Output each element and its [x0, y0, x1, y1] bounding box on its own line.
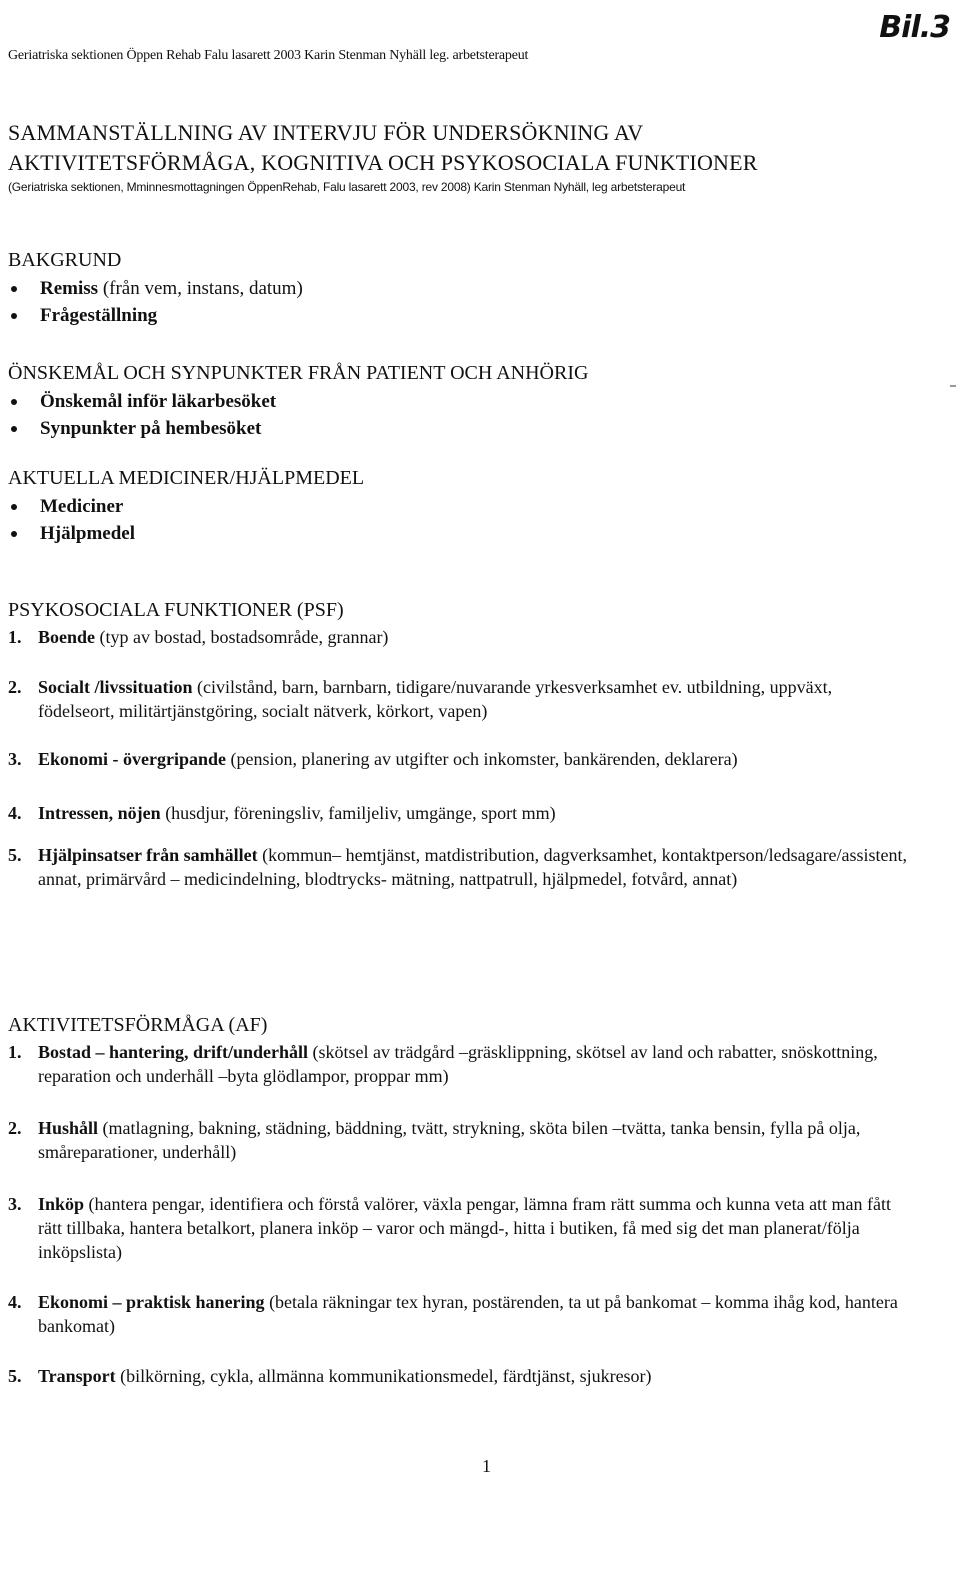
list-item: 5. Hjälpinsatser från samhället (kommun– hemtjänst, matdistribution, dagverksamhet, kontaktperson/ledsagare/assistent, annat, primärvård – medicindelning, blodtrycks- mätning, nattpatrull, hjälpmedel, fotvård, annat) — [8, 845, 908, 889]
bullet-item: Frågeställning — [8, 302, 908, 329]
list-item: 1. Bostad – hantering, drift/underhåll (skötsel av trädgård –gräsklippning, skötsel av land och rabatter, snöskottning, reparation och underhåll –byta glödlampor, proppar mm) — [8, 1042, 878, 1086]
bullet-item: Mediciner — [8, 493, 908, 520]
section-onskemal — [8, 360, 908, 442]
list-item: 4. Ekonomi – praktisk hanering (betala räkningar tex hyran, postärenden, ta ut på bankomat – komma ihåg kod, hantera bankomat) — [8, 1292, 898, 1336]
list-item: 2. Socialt /livssituation (civilstånd, barn, barnbarn, tidigare/nuvarande yrkesverksamhet ev. utbildning, uppväxt, födelseort, militärtjänstgöring, socialt nätverk, körkort, vapen) — [8, 677, 833, 721]
onskemal-list — [8, 388, 908, 442]
bullet-item: Hjälpmedel — [8, 520, 908, 547]
section-bakgrund — [8, 247, 908, 329]
bullet-item: Önskemål inför läkarbesöket — [8, 388, 908, 415]
af-list — [8, 1040, 908, 1388]
list-item: 3. Ekonomi - övergripande (pension, planering av utgifter och inkomster, bankärenden, deklarera) — [8, 749, 738, 769]
section-psf — [8, 597, 908, 891]
scan-artifact — [950, 385, 956, 387]
title-line-1: SAMMANSTÄLLNING AV INTERVJU FÖR UNDERSÖKNING AV — [8, 120, 644, 145]
list-item: 2. Hushåll (matlagning, bakning, städning, bäddning, tvätt, strykning, sköta bilen –tvätta, tanka bensin, fylla på olja, småreparationer, underhåll) — [8, 1118, 861, 1162]
title-line-2: AKTIVITETSFÖRMÅGA, KOGNITIVA OCH PSYKOSOCIALA FUNKTIONER — [8, 150, 758, 175]
section-heading-onskemal: ÖNSKEMÅL OCH SYNPUNKTER FRÅN PATIENT OCH ANHÖRIG — [8, 362, 589, 384]
document-subtitle: (Geriatriska sektionen, Mminnesmottagningen ÖppenRehab, Falu lasarett 2003, rev 2008) Karin Stenman Nyhäll, leg arbetsterapeut — [8, 180, 686, 194]
section-af — [8, 1012, 908, 1388]
attachment-mark: Bil.3 — [879, 10, 950, 45]
section-heading-af: AKTIVITETSFÖRMÅGA (AF) — [8, 1014, 268, 1036]
psf-list — [8, 625, 908, 891]
list-item: 5. Transport (bilkörning, cykla, allmänna kommunikationsmedel, färdtjänst, sjukresor) — [8, 1366, 652, 1386]
list-item: 1. Boende (typ av bostad, bostadsområde, grannar) — [8, 627, 389, 647]
section-heading-bakgrund: BAKGRUND — [8, 249, 122, 271]
page-number: 1 — [482, 1456, 491, 1476]
document-header: Geriatriska sektionen Öppen Rehab Falu lasarett 2003 Karin Stenman Nyhäll leg. arbetsterapeut — [8, 48, 529, 63]
section-mediciner — [8, 465, 908, 547]
mediciner-list — [8, 493, 908, 547]
section-heading-psf: PSYKOSOCIALA FUNKTIONER (PSF) — [8, 599, 344, 621]
list-item: 3. Inköp (hantera pengar, identifiera och förstå valörer, växla pengar, lämna fram rätt summa och kunna veta att man fått rätt tillbaka, hantera betalkort, planera inköp – varor och mängd-, hitta i butiken, få med sig det man planerat/följa inköpslista) — [8, 1194, 892, 1262]
document-title — [8, 118, 758, 178]
section-heading-mediciner: AKTUELLA MEDICINER/HJÄLPMEDEL — [8, 467, 365, 489]
bullet-item: Synpunkter på hembesöket — [8, 415, 908, 442]
bullet-item: Remiss (från vem, instans, datum) — [8, 275, 908, 302]
bakgrund-list — [8, 275, 908, 329]
list-item: 4. Intressen, nöjen (husdjur, föreningsliv, familjeliv, umgänge, sport mm) — [8, 803, 556, 823]
